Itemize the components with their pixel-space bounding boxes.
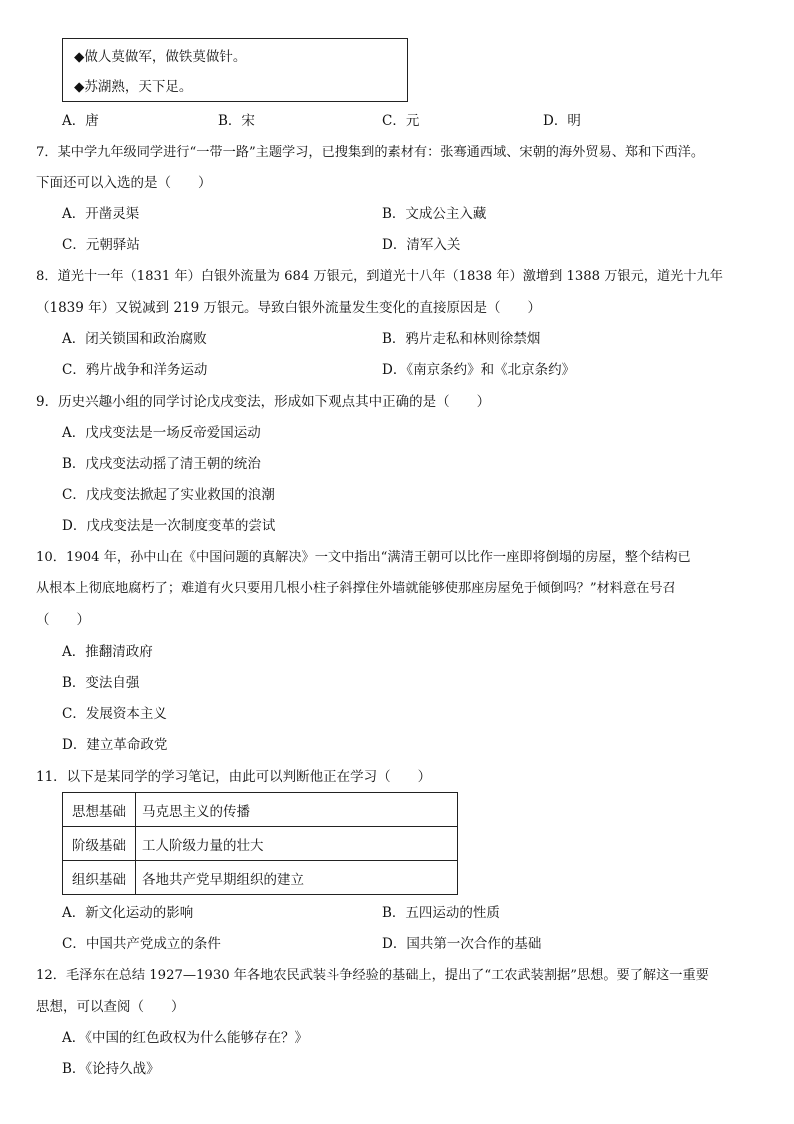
q9-stem-line: 9．历史兴趣小组的同学讨论戊戌变法，形成如下观点其中正确的是（ ）: [36, 394, 491, 410]
table-row: [63, 861, 458, 895]
q7-option-a[interactable]: A．开凿灵渠: [62, 206, 140, 222]
study-notes-table: [62, 792, 458, 895]
q7-option-b[interactable]: B．文成公主入藏: [382, 206, 487, 222]
table-row: [63, 793, 458, 827]
q12-option-b[interactable]: B．《论持久战》: [62, 1061, 160, 1077]
quote-line: ◆做人莫做军，做铁莫做针。: [74, 49, 247, 65]
table-cell-key: 思想基础: [63, 793, 136, 827]
table-cell-key: 阶级基础: [63, 827, 136, 861]
q11-option-b[interactable]: B．五四运动的性质: [382, 905, 500, 921]
q7-stem-line: 下面还可以入选的是（ ）: [36, 175, 212, 191]
q9-option-d[interactable]: D．戊戌变法是一次制度变革的尝试: [62, 518, 276, 534]
q8-option-b[interactable]: B．鸦片走私和林则徐禁烟: [382, 331, 541, 347]
q11-stem-line: 11．以下是某同学的学习笔记，由此可以判断他正在学习（ ）: [36, 769, 432, 785]
q7-option-c[interactable]: C．元朝驿站: [62, 237, 140, 253]
q6-option-d[interactable]: D．明: [543, 113, 581, 129]
q11-option-c[interactable]: C．中国共产党成立的条件: [62, 936, 221, 952]
q9-option-b[interactable]: B．戊戌变法动摇了清王朝的统治: [62, 456, 261, 472]
q10-option-b[interactable]: B．变法自强: [62, 675, 140, 691]
table-cell-key: 组织基础: [63, 861, 136, 895]
q10-option-d[interactable]: D．建立革命政党: [62, 737, 168, 753]
q6-option-a[interactable]: A．唐: [62, 113, 99, 129]
q10-stem-line: 10．1904 年，孙中山在《中国问题的真解决》一文中指出“满清王朝可以比作一座即将倒塌的房屋，整个结构已: [36, 550, 691, 565]
q8-option-d[interactable]: D．《南京条约》和《北京条约》: [382, 362, 576, 378]
q7-option-d[interactable]: D．清军入关: [382, 237, 461, 253]
q11-option-a[interactable]: A．新文化运动的影响: [62, 905, 194, 921]
q6-option-c[interactable]: C．元: [382, 113, 420, 129]
q8-option-c[interactable]: C．鸦片战争和洋务运动: [62, 362, 208, 378]
quote-box: [62, 38, 408, 102]
q6-option-b[interactable]: B．宋: [218, 113, 255, 129]
q10-stem-line: （ ）: [36, 612, 90, 628]
q7-stem-line: 7．某中学九年级同学进行“一带一路”主题学习，已搜集到的素材有：张骞通西域、宋朝的海外贸易、郑和下西洋。: [36, 145, 705, 160]
q9-option-a[interactable]: A．戊戌变法是一场反帝爱国运动: [62, 425, 261, 441]
q12-stem-line: 思想，可以查阅（ ）: [36, 999, 185, 1015]
q12-stem-line: 12．毛泽东在总结 1927—1930 年各地农民武装斗争经验的基础上，提出了“工农武装割据”思想。要了解这一重要: [36, 968, 709, 983]
q8-stem-line: 8．道光十一年（1831 年）白银外流量为 684 万银元，到道光十八年（1838 年）激增到 1388 万银元，道光十九年: [36, 269, 723, 284]
q10-option-a[interactable]: A．推翻清政府: [62, 644, 153, 660]
table-cell-value: 工人阶级力量的壮大: [136, 827, 458, 861]
table-row: [63, 827, 458, 861]
q11-option-d[interactable]: D．国共第一次合作的基础: [382, 936, 542, 952]
q12-option-a[interactable]: A．《中国的红色政权为什么能够存在？》: [62, 1030, 308, 1046]
q9-option-c[interactable]: C．戊戌变法掀起了实业救国的浪潮: [62, 487, 275, 503]
table-cell-value: 各地共产党早期组织的建立: [136, 861, 458, 895]
quote-line: ◆苏湖熟，天下足。: [74, 79, 193, 95]
q10-option-c[interactable]: C．发展资本主义: [62, 706, 167, 722]
q8-option-a[interactable]: A．闭关锁国和政治腐败: [62, 331, 207, 347]
q8-stem-line: （1839 年）又锐减到 219 万银元。导致白银外流量发生变化的直接原因是（ ）: [36, 300, 541, 316]
table-cell-value: 马克思主义的传播: [136, 793, 458, 827]
q10-stem-line: 从根本上彻底地腐朽了；难道有火只要用几根小柱子斜撑住外墙就能够使那座房屋免于倾倒吗？”材料意在号召: [36, 581, 676, 596]
